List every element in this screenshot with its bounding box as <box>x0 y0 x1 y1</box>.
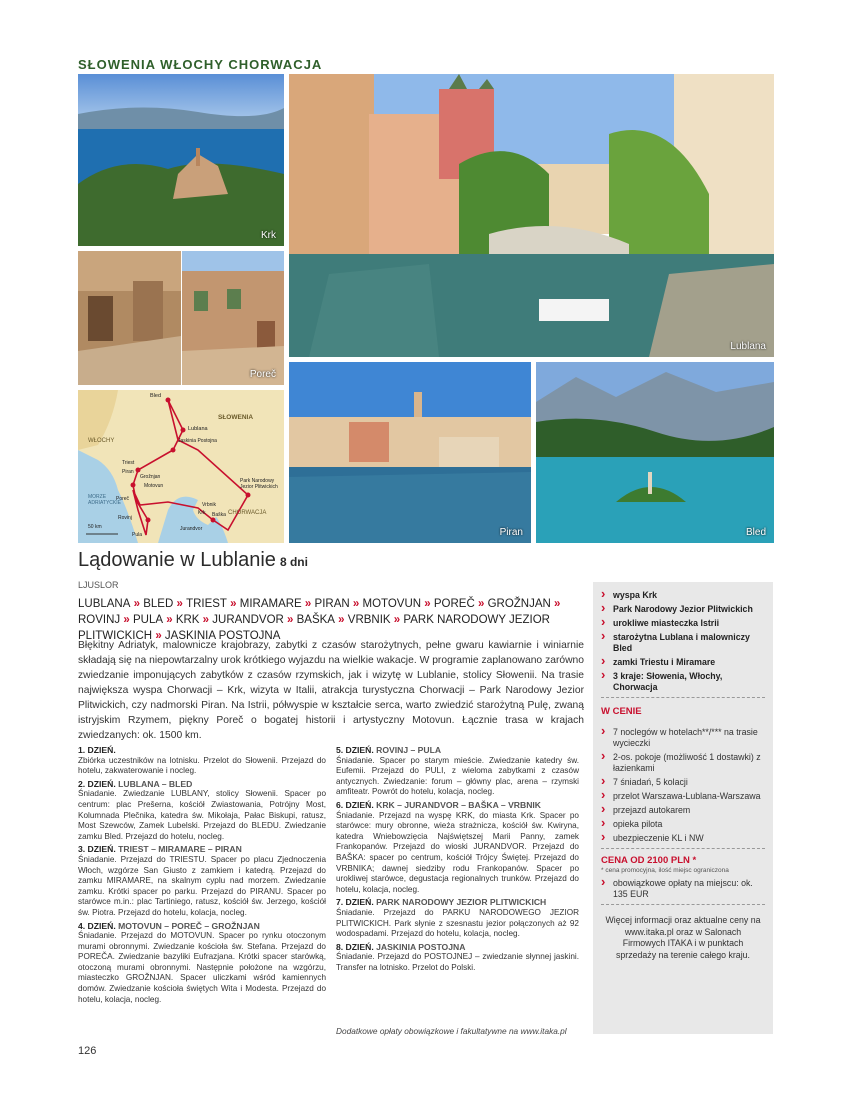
day-heading <box>78 844 326 855</box>
map-label-krk: Krk <box>198 510 206 516</box>
highlight-item: › 3 kraje: Słowenia, Włochy, Chorwacja <box>601 671 765 693</box>
map-label-rovinj: Rovinj <box>118 515 132 521</box>
route-stop: PULA <box>132 614 164 626</box>
route-separator: » <box>173 598 187 610</box>
map-label-lublana: Lublana <box>188 426 208 432</box>
route-stop: PARK NARODOWY JEZIOR PLITWICKICH <box>78 614 550 642</box>
map-label-piran: Piran <box>122 469 134 475</box>
day-title: KRK – JURANDVOR – BAŠKA – VRBNIK <box>373 799 542 810</box>
route-stop: JASKINIA POSTOJNA <box>164 630 281 642</box>
tour-title-text: Lądowanie w Lublanie <box>78 549 276 571</box>
day-heading <box>336 800 579 811</box>
route-separator: » <box>226 598 240 610</box>
map-label-wlochy: WŁOCHY <box>88 438 115 444</box>
itinerary-day <box>336 942 579 974</box>
map-label-porec: Poreč <box>116 496 130 502</box>
route-stop: BLED <box>143 598 174 610</box>
route-stop: PIRAN <box>314 598 350 610</box>
included-item: › 2-os. pokoje (możliwość 1 dostawki) z łazienkami <box>601 752 765 774</box>
caption-lublana: Lublana <box>730 341 766 352</box>
route-separator: » <box>152 630 165 642</box>
day-number: 8. DZIEŃ. <box>336 941 374 952</box>
map-label-triest: Triest <box>122 460 135 466</box>
itinerary-day <box>78 844 326 918</box>
price: CENA OD 2100 PLN * <box>601 855 697 866</box>
fees-list <box>593 876 773 900</box>
route-stop: MIRAMARE <box>239 598 302 610</box>
itinerary-day <box>78 921 326 1006</box>
caption-krk: Krk <box>261 230 276 241</box>
info-sidebar <box>593 582 773 1034</box>
map-label-pula: Pula <box>132 532 143 538</box>
photo-lublana <box>289 74 774 357</box>
fee-item: › obowiązkowe opłaty na miejscu: ok. 135 EUR <box>601 878 765 900</box>
route-stop: KRK <box>175 614 200 626</box>
route-stop: MOTOVUN <box>362 598 422 610</box>
route-separator: » <box>421 598 434 610</box>
route-stop: GROŽNJAN <box>487 598 551 610</box>
route-stop: ROVINJ <box>78 614 121 626</box>
highlight-item: › wyspa Krk <box>601 590 765 601</box>
day-title: LUBLANA – BLED <box>115 778 193 789</box>
caption-porec: Poreč <box>249 369 276 380</box>
included-item: › przejazd autokarem <box>601 805 765 816</box>
day-heading <box>336 897 579 908</box>
day-description: Śniadanie. Spacer po starym mieście. Zwiedzanie katedry św. Eufemii. Przejazd do PULI, z wieloma zabytkami z czasów antycznych. Zwiedzanie: forum – główny plac, arena – rzymski amfiteatr. Powrót do hotelu, kolacja, nocleg. <box>336 755 579 797</box>
divider <box>601 904 765 905</box>
photo-porec-street <box>78 251 181 385</box>
itinerary-day <box>336 800 579 895</box>
route-separator: » <box>163 614 176 626</box>
day-heading <box>78 779 326 790</box>
map-scale: 50 km <box>88 524 102 530</box>
highlight-item: › urokliwe miasteczka Istrii <box>601 618 765 629</box>
itinerary-day <box>78 779 326 843</box>
map-label-bled: Bled <box>150 393 162 399</box>
highlight-item: › Park Narodowy Jezior Plitwickich <box>601 604 765 615</box>
day-description: Śniadanie. Zwiedzanie LUBLANY, stolicy Słowenii. Spacer po centrum: plac Prešerna, kościół Zwiastowania, Potrójny Most, Kolumnada Plečnika, katedra św. Mikołaja, Pałac Biskupi, ratusz, Most Szewców, Zamek Lubelski. Przejazd do BLEDU. Zwiedzanie zamku Bled. Przejazd do hotelu, nocleg. <box>78 789 326 841</box>
page-header: SŁOWENIA WŁOCHY CHORWACJA <box>78 57 323 72</box>
day-heading <box>336 942 579 953</box>
map-label-postojna: Jaskinia Postojna <box>178 438 217 444</box>
map-label-slowenia: SŁOWENIA <box>218 414 254 421</box>
map-label-jurandvor: Jurandvor <box>180 526 203 532</box>
day-title: TRIEST – MIRAMARE – PIRAN <box>115 844 242 855</box>
photo-bled <box>536 362 774 543</box>
day-number: 2. DZIEŃ. <box>78 778 116 789</box>
day-number: 1. DZIEŃ. <box>78 745 116 755</box>
route-stop: VRBNIK <box>347 614 391 626</box>
day-description: Śniadanie. Przejazd na wyspę KRK, do miasta Krk. Spacer po starówce: mury obronne, wieża strażnicza, kościół św. Kwiryna, katedra Wniebowzięcia Najświętszej Marii Panny, zamek Frankopanów. Przejazd do wioski JURANDVOR. Przejazd do BAŠKA: spacer po centrum, kościół Trójcy Świętej. Przejazd do VRBNIKA; dawnej siedziby rodu Frankopanów. Spacer po urokliwej starówce, degustacja regionalnych trunków. Przejazd do hotelu, kolacja, nocleg. <box>336 810 579 894</box>
day-heading <box>336 745 579 756</box>
route-separator: » <box>550 598 561 610</box>
route-separator: » <box>120 614 133 626</box>
day-title: JASKINIA POSTOJNA <box>373 941 466 952</box>
intro-text: Błękitny Adriatyk, malownicze krajobrazy, zabytki z czasów starożytnych, pełne gwaru kawiarnie i winiarnie składają się na niepowtarzalny urok krótkiego wyjazdu na wielkie wakacje. W programie zaplanowano zarówno zwiedzanie imponujących zabytków z czasów rzymskich, jak i wizytę w Lublanie, stolicy Słowenii. Na trasie największa wyspa Chorwacji – Krk, wizyta w Italii, atrakcja turystyczna Chorwacji – Park Narodowy Jezior Plitwickich, czy nadmorski Piran. Na Istrii, półwyspie w kształcie serca, warto zwiedzić starożytną Pulę, zwaną istryjskim Rzymem, piękny Poreč o bogatej historii i artystyczny Motovun. Łącznie trasa w krajach zwiedzanych: ok. 1500 km. <box>78 640 584 741</box>
highlights-list <box>593 582 773 693</box>
photo-porec <box>182 251 284 385</box>
price-note: * cena promocyjna, ilość miejsc ograniczona <box>601 867 729 874</box>
day-heading <box>78 745 326 756</box>
day-title: MOTOVUN – POREČ – GROŽNJAN <box>115 920 260 931</box>
divider <box>601 697 765 698</box>
more-info: Więcej informacji oraz aktualne ceny na www.itaka.pl oraz w Salonach Firmowych ITAKA i w punktach sprzedaży na terenie całego kraju. <box>605 915 761 960</box>
day-number: 5. DZIEŃ. <box>336 745 374 755</box>
divider <box>601 848 765 849</box>
tour-title <box>78 549 308 572</box>
day-description: Śniadanie. Przejazd do POSTOJNEJ – zwiedzanie słynnej jaskini. Transfer na lotnisko. Przelot do Polski. <box>336 952 579 972</box>
map-label-chorwacja: CHORWACJA <box>228 510 267 516</box>
map-label-baska: Baška <box>212 512 226 518</box>
route-stop: BAŠKA <box>296 614 335 626</box>
itinerary-day <box>78 745 326 777</box>
day-number: 6. DZIEŃ. <box>336 799 374 810</box>
route-stop: TRIEST <box>186 598 227 610</box>
map-label-grozn: Grožnjan <box>140 474 161 480</box>
route-separator: » <box>199 614 213 626</box>
day-title: ROVINJ – PULA <box>373 745 442 755</box>
tour-duration: 8 dni <box>279 555 308 569</box>
included-item: › 7 noclegów w hotelach**/*** na trasie wycieczki <box>601 727 765 749</box>
page-number: 126 <box>78 1045 97 1057</box>
route-separator: » <box>301 598 315 610</box>
highlight-item: › zamki Triestu i Miramare <box>601 657 765 668</box>
day-description: Śniadanie. Przejazd do MOTOVUN. Spacer po rynku otoczonym murami obronnymi. Zwiedzanie kościoła św. Stefana. Przejazd do POREČA. Zwiedzanie bazyliki Eufrazjana. Krótki spacer starówką, otoczoną murami obronnymi. Następnie położone na wzgórzu, miasteczko GROŽNJAN. Spacer uliczkami wśród kamiennych domów. Zwiedzanie kościoła świętych Wita i Modesta. Przejazd do hotelu, kolacja, nocleg. <box>78 931 326 1004</box>
photo-piran <box>289 362 531 543</box>
itinerary-day <box>336 745 579 798</box>
route-stop: JURANDVOR <box>212 614 284 626</box>
map-label-motovun: Motovun <box>144 483 164 489</box>
map-label-vrbnik: Vrbnik <box>202 502 216 508</box>
photo-krk <box>78 74 284 246</box>
day-number: 7. DZIEŃ. <box>336 897 374 908</box>
map-label-plitwice: Park Narodowy Jezior Plitwickich <box>240 478 278 490</box>
caption-piran: Piran <box>499 527 523 538</box>
route-stop: POREČ <box>433 598 475 610</box>
day-heading <box>78 921 326 932</box>
itinerary-day <box>336 897 579 939</box>
day-description: Śniadanie. Przejazd do TRIESTU. Spacer po placu Zjednoczenia Włoch, wzgórze San Giusto z zamkiem i katedrą. Przejazd do zamku MIRAMARE, na skalnym cyplu nad morzem. Zwiedzanie zamku. Krótki spacer po parku. Przejazd do PIRANU. Spacer po starówce m.in.: plac Tartiniego, ratusz, kościół św. Jerzego, kościół św. Piotra. Przejazd do hotelu, kolacja, nocleg. <box>78 854 326 917</box>
included-item: › przelot Warszawa-Lublana-Warszawa <box>601 791 765 802</box>
route-separator: » <box>334 614 348 626</box>
itinerary-column-1 <box>78 745 326 1007</box>
route-stop: LUBLANA <box>78 598 131 610</box>
day-description: Śniadanie. Przejazd do PARKU NARODOWEGO JEZIOR PLITWICKICH. Park słynie z szesnastu jezior połączonych aż 92 wodospadami. Przejazd do hotelu, kolacja, nocleg. <box>336 907 579 939</box>
included-item: › 7 śniadań, 5 kolacji <box>601 777 765 788</box>
tour-code: LJUSLOR <box>78 580 119 590</box>
day-description: Zbiórka uczestników na lotnisku. Przelot do Słowenii. Przejazd do hotelu, zakwaterowanie i nocleg. <box>78 755 326 776</box>
route-separator: » <box>283 614 297 626</box>
route-separator: » <box>349 598 363 610</box>
day-number: 4. DZIEŃ. <box>78 920 116 931</box>
route-list <box>78 596 578 644</box>
route-separator: » <box>130 598 144 610</box>
included-item: › ubezpieczenie KL i NW <box>601 833 765 844</box>
map-label-morze: MORZE ADRIATYCKIE <box>88 494 121 506</box>
route-map <box>78 390 284 543</box>
itinerary-column-2 <box>336 745 579 975</box>
included-title: W CENIE <box>601 706 642 717</box>
day-number: 3. DZIEŃ. <box>78 844 116 855</box>
included-list <box>593 719 773 844</box>
day-title: PARK NARODOWY JEZIOR PLITWICKICH <box>373 897 547 908</box>
caption-bled: Bled <box>745 527 766 538</box>
route-separator: » <box>474 598 488 610</box>
fees-note: Dodatkowe opłaty obowiązkowe i fakultatywne na www.itaka.pl <box>336 1026 567 1036</box>
included-item: › opieka pilota <box>601 819 765 830</box>
route-separator: » <box>390 614 404 626</box>
highlight-item: › starożytna Lublana i malowniczy Bled <box>601 632 765 654</box>
